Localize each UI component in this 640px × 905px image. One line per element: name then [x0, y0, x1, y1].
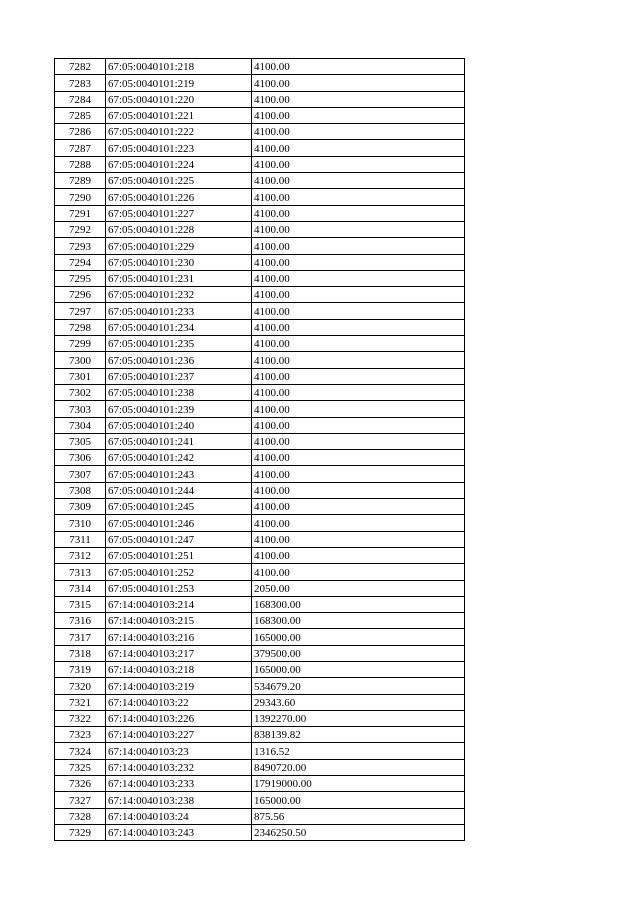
cadastral-number-cell: 67:05:0040101:218 — [106, 59, 252, 75]
cadastral-number-cell: 67:05:0040101:235 — [106, 336, 252, 352]
table-row — [55, 287, 465, 303]
value-cell: 4100.00 — [252, 238, 465, 254]
cadastral-number-cell: 67:05:0040101:251 — [106, 547, 252, 563]
value-cell: 168300.00 — [252, 613, 465, 629]
value-cell: 4100.00 — [252, 221, 465, 237]
table-row — [55, 384, 465, 400]
table-row — [55, 661, 465, 677]
value-cell: 4100.00 — [252, 173, 465, 189]
value-cell: 1316.52 — [252, 743, 465, 759]
table-row — [55, 156, 465, 172]
table-row — [55, 205, 465, 221]
cadastral-number-cell: 67:14:0040103:215 — [106, 613, 252, 629]
table-row — [55, 91, 465, 107]
cadastral-number-cell: 67:14:0040103:217 — [106, 645, 252, 661]
value-cell: 4100.00 — [252, 303, 465, 319]
row-number-cell: 7301 — [55, 368, 106, 384]
cadastral-value-table — [54, 58, 465, 841]
table-row — [55, 270, 465, 286]
value-cell: 4100.00 — [252, 450, 465, 466]
cadastral-number-cell: 67:05:0040101:240 — [106, 417, 252, 433]
table-row — [55, 107, 465, 123]
table-row — [55, 303, 465, 319]
value-cell: 4100.00 — [252, 287, 465, 303]
row-number-cell: 7289 — [55, 173, 106, 189]
value-cell: 875.56 — [252, 808, 465, 824]
cadastral-number-cell: 67:05:0040101:239 — [106, 401, 252, 417]
value-cell: 165000.00 — [252, 629, 465, 645]
cadastral-number-cell: 67:05:0040101:227 — [106, 205, 252, 221]
row-number-cell: 7287 — [55, 140, 106, 156]
cadastral-number-cell: 67:05:0040101:241 — [106, 433, 252, 449]
value-cell: 4100.00 — [252, 466, 465, 482]
value-cell: 4100.00 — [252, 140, 465, 156]
table-row — [55, 580, 465, 596]
value-cell: 168300.00 — [252, 596, 465, 612]
value-cell: 379500.00 — [252, 645, 465, 661]
cadastral-number-cell: 67:05:0040101:238 — [106, 384, 252, 400]
value-cell: 4100.00 — [252, 564, 465, 580]
value-cell: 4100.00 — [252, 482, 465, 498]
value-cell: 4100.00 — [252, 368, 465, 384]
row-number-cell: 7325 — [55, 759, 106, 775]
row-number-cell: 7288 — [55, 156, 106, 172]
cadastral-number-cell: 67:14:0040103:226 — [106, 710, 252, 726]
table-row — [55, 336, 465, 352]
table-row — [55, 352, 465, 368]
cadastral-number-cell: 67:05:0040101:232 — [106, 287, 252, 303]
table-row — [55, 221, 465, 237]
value-cell: 4100.00 — [252, 156, 465, 172]
row-number-cell: 7284 — [55, 91, 106, 107]
value-cell: 4100.00 — [252, 189, 465, 205]
cadastral-number-cell: 67:05:0040101:229 — [106, 238, 252, 254]
cadastral-number-cell: 67:05:0040101:242 — [106, 450, 252, 466]
row-number-cell: 7306 — [55, 450, 106, 466]
row-number-cell: 7291 — [55, 205, 106, 221]
table-row — [55, 564, 465, 580]
row-number-cell: 7310 — [55, 515, 106, 531]
value-cell: 4100.00 — [252, 319, 465, 335]
cadastral-number-cell: 67:05:0040101:223 — [106, 140, 252, 156]
row-number-cell: 7299 — [55, 336, 106, 352]
cadastral-number-cell: 67:14:0040103:24 — [106, 808, 252, 824]
row-number-cell: 7298 — [55, 319, 106, 335]
value-cell: 2050.00 — [252, 580, 465, 596]
value-cell: 29343.60 — [252, 694, 465, 710]
row-number-cell: 7320 — [55, 678, 106, 694]
row-number-cell: 7323 — [55, 727, 106, 743]
cadastral-number-cell: 67:14:0040103:227 — [106, 727, 252, 743]
cadastral-number-cell: 67:05:0040101:233 — [106, 303, 252, 319]
table-row — [55, 450, 465, 466]
row-number-cell: 7324 — [55, 743, 106, 759]
row-number-cell: 7290 — [55, 189, 106, 205]
cadastral-number-cell: 67:05:0040101:228 — [106, 221, 252, 237]
row-number-cell: 7292 — [55, 221, 106, 237]
cadastral-number-cell: 67:14:0040103:214 — [106, 596, 252, 612]
row-number-cell: 7302 — [55, 384, 106, 400]
cadastral-number-cell: 67:05:0040101:253 — [106, 580, 252, 596]
row-number-cell: 7328 — [55, 808, 106, 824]
table-row — [55, 254, 465, 270]
value-cell: 4100.00 — [252, 433, 465, 449]
cadastral-number-cell: 67:05:0040101:219 — [106, 75, 252, 91]
value-cell: 1392270.00 — [252, 710, 465, 726]
value-cell: 4100.00 — [252, 91, 465, 107]
cadastral-number-cell: 67:14:0040103:238 — [106, 792, 252, 808]
row-number-cell: 7305 — [55, 433, 106, 449]
row-number-cell: 7300 — [55, 352, 106, 368]
table-row — [55, 368, 465, 384]
cadastral-number-cell: 67:14:0040103:216 — [106, 629, 252, 645]
row-number-cell: 7321 — [55, 694, 106, 710]
cadastral-number-cell: 67:05:0040101:221 — [106, 107, 252, 123]
table-row — [55, 59, 465, 75]
cadastral-number-cell: 67:14:0040103:243 — [106, 824, 252, 840]
row-number-cell: 7315 — [55, 596, 106, 612]
value-cell: 838139.82 — [252, 727, 465, 743]
value-cell: 8490720.00 — [252, 759, 465, 775]
row-number-cell: 7318 — [55, 645, 106, 661]
cadastral-number-cell: 67:05:0040101:230 — [106, 254, 252, 270]
table-row — [55, 710, 465, 726]
value-cell: 4100.00 — [252, 270, 465, 286]
cadastral-number-cell: 67:05:0040101:231 — [106, 270, 252, 286]
cadastral-number-cell: 67:05:0040101:237 — [106, 368, 252, 384]
cadastral-number-cell: 67:05:0040101:234 — [106, 319, 252, 335]
cadastral-number-cell: 67:05:0040101:244 — [106, 482, 252, 498]
table-row — [55, 694, 465, 710]
table-row — [55, 319, 465, 335]
table-row — [55, 727, 465, 743]
table-row — [55, 482, 465, 498]
table-row — [55, 792, 465, 808]
row-number-cell: 7309 — [55, 499, 106, 515]
table-row — [55, 515, 465, 531]
table-row — [55, 75, 465, 91]
value-cell: 165000.00 — [252, 792, 465, 808]
table-row — [55, 433, 465, 449]
table-body — [55, 59, 465, 841]
cadastral-number-cell: 67:14:0040103:233 — [106, 776, 252, 792]
value-cell: 4100.00 — [252, 75, 465, 91]
table-row — [55, 499, 465, 515]
row-number-cell: 7311 — [55, 531, 106, 547]
cadastral-number-cell: 67:14:0040103:218 — [106, 661, 252, 677]
table-row — [55, 678, 465, 694]
value-cell: 2346250.50 — [252, 824, 465, 840]
cadastral-number-cell: 67:05:0040101:224 — [106, 156, 252, 172]
table-row — [55, 140, 465, 156]
value-cell: 4100.00 — [252, 107, 465, 123]
table-row — [55, 808, 465, 824]
cadastral-number-cell: 67:05:0040101:247 — [106, 531, 252, 547]
row-number-cell: 7293 — [55, 238, 106, 254]
row-number-cell: 7286 — [55, 124, 106, 140]
row-number-cell: 7313 — [55, 564, 106, 580]
row-number-cell: 7314 — [55, 580, 106, 596]
row-number-cell: 7312 — [55, 547, 106, 563]
value-cell: 4100.00 — [252, 336, 465, 352]
value-cell: 4100.00 — [252, 417, 465, 433]
table-row — [55, 531, 465, 547]
cadastral-number-cell: 67:05:0040101:236 — [106, 352, 252, 368]
table-row — [55, 124, 465, 140]
value-cell: 4100.00 — [252, 531, 465, 547]
value-cell: 4100.00 — [252, 499, 465, 515]
table-row — [55, 824, 465, 840]
row-number-cell: 7319 — [55, 661, 106, 677]
row-number-cell: 7307 — [55, 466, 106, 482]
cadastral-number-cell: 67:05:0040101:222 — [106, 124, 252, 140]
table-row — [55, 417, 465, 433]
cadastral-number-cell: 67:05:0040101:245 — [106, 499, 252, 515]
cadastral-number-cell: 67:05:0040101:226 — [106, 189, 252, 205]
table-row — [55, 629, 465, 645]
table-row — [55, 613, 465, 629]
value-cell: 4100.00 — [252, 205, 465, 221]
row-number-cell: 7326 — [55, 776, 106, 792]
row-number-cell: 7282 — [55, 59, 106, 75]
value-cell: 4100.00 — [252, 352, 465, 368]
cadastral-number-cell: 67:05:0040101:246 — [106, 515, 252, 531]
cadastral-number-cell: 67:05:0040101:225 — [106, 173, 252, 189]
row-number-cell: 7295 — [55, 270, 106, 286]
value-cell: 4100.00 — [252, 254, 465, 270]
cadastral-number-cell: 67:14:0040103:22 — [106, 694, 252, 710]
value-cell: 4100.00 — [252, 384, 465, 400]
row-number-cell: 7303 — [55, 401, 106, 417]
value-cell: 4100.00 — [252, 515, 465, 531]
value-cell: 4100.00 — [252, 59, 465, 75]
table-row — [55, 466, 465, 482]
table-row — [55, 776, 465, 792]
table-row — [55, 743, 465, 759]
value-cell: 4100.00 — [252, 401, 465, 417]
row-number-cell: 7296 — [55, 287, 106, 303]
cadastral-number-cell: 67:14:0040103:232 — [106, 759, 252, 775]
row-number-cell: 7322 — [55, 710, 106, 726]
value-cell: 17919000.00 — [252, 776, 465, 792]
value-cell: 4100.00 — [252, 124, 465, 140]
cadastral-number-cell: 67:14:0040103:23 — [106, 743, 252, 759]
cadastral-number-cell: 67:05:0040101:252 — [106, 564, 252, 580]
row-number-cell: 7317 — [55, 629, 106, 645]
cadastral-number-cell: 67:05:0040101:243 — [106, 466, 252, 482]
cadastral-number-cell: 67:05:0040101:220 — [106, 91, 252, 107]
cadastral-number-cell: 67:14:0040103:219 — [106, 678, 252, 694]
table-row — [55, 189, 465, 205]
value-cell: 4100.00 — [252, 547, 465, 563]
row-number-cell: 7308 — [55, 482, 106, 498]
table-row — [55, 173, 465, 189]
row-number-cell: 7297 — [55, 303, 106, 319]
row-number-cell: 7294 — [55, 254, 106, 270]
row-number-cell: 7283 — [55, 75, 106, 91]
value-cell: 165000.00 — [252, 661, 465, 677]
value-cell: 534679.20 — [252, 678, 465, 694]
table-row — [55, 759, 465, 775]
row-number-cell: 7327 — [55, 792, 106, 808]
row-number-cell: 7316 — [55, 613, 106, 629]
table-row — [55, 238, 465, 254]
table-row — [55, 645, 465, 661]
table-row — [55, 596, 465, 612]
table-row — [55, 547, 465, 563]
table-row — [55, 401, 465, 417]
row-number-cell: 7285 — [55, 107, 106, 123]
row-number-cell: 7329 — [55, 824, 106, 840]
row-number-cell: 7304 — [55, 417, 106, 433]
